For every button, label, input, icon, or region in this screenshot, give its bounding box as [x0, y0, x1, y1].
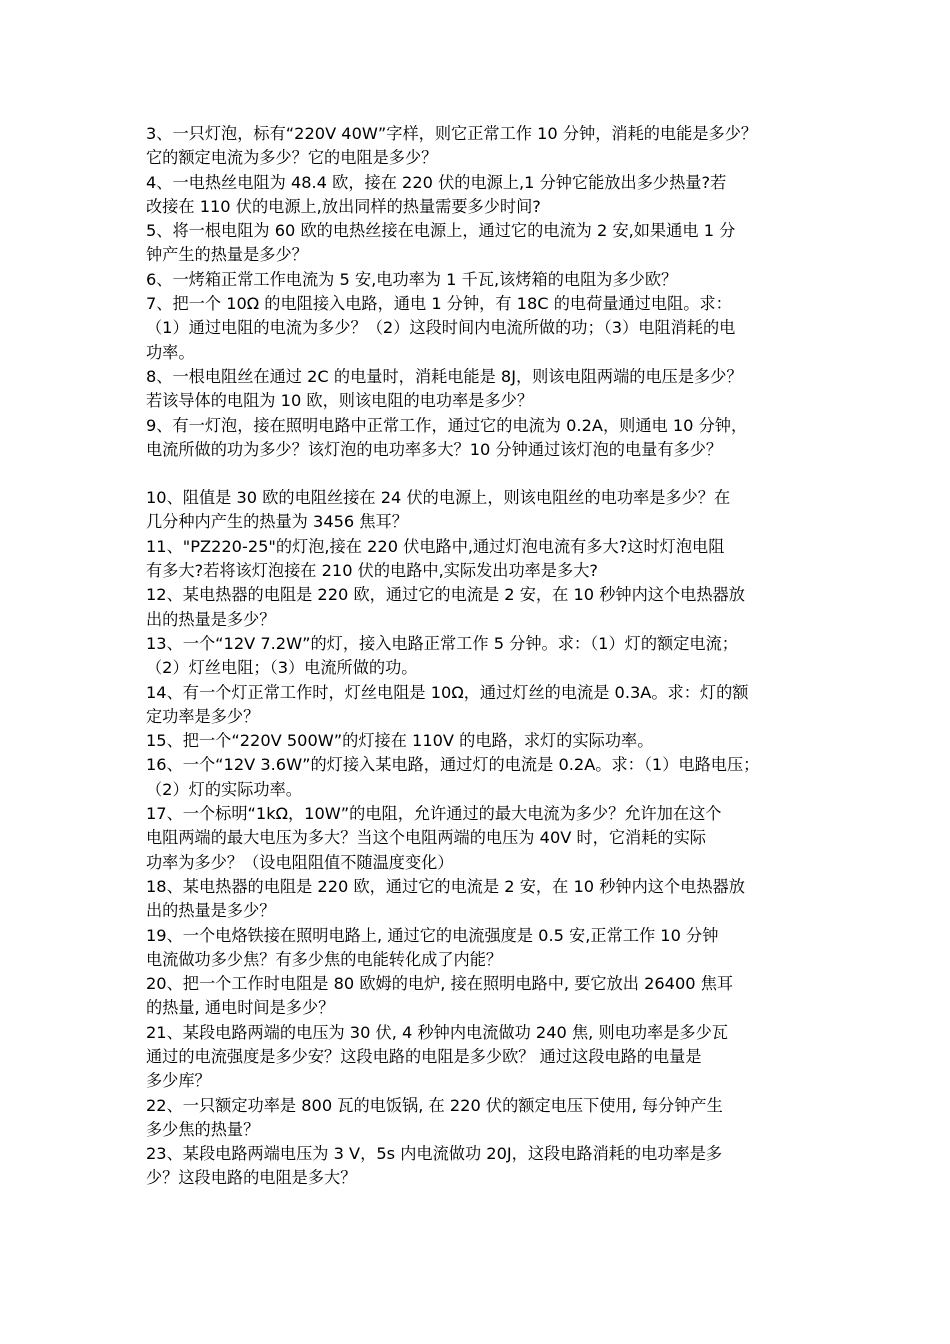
question-text-line: 出的热量是多少？	[146, 609, 276, 629]
question-q16	[146, 753, 836, 802]
question-text-line: 23、某段电路两端电压为 3 V，5s 内电流做功 20J，这段电路消耗的电功率是多	[146, 1144, 723, 1164]
question-text-line: 21、某段电路两端的电压为 30 伏, 4 秒钟内电流做功 240 焦, 则电功率是多少瓦	[146, 1022, 728, 1042]
question-text-line: 20、把一个工作时电阻是 80 欧姆的电炉, 接在照明电路中, 要它放出 26400 焦耳	[146, 974, 734, 994]
question-q15	[146, 729, 836, 753]
question-text-line: （2）灯的实际功率。	[146, 779, 302, 799]
question-q7	[146, 292, 836, 365]
question-q4	[146, 171, 836, 220]
question-text-line: 10、阻值是 30 欧的电阻丝接在 24 伏的电源上，则该电阻丝的电功率是多少？在	[146, 488, 731, 508]
question-q18	[146, 875, 836, 924]
question-text-line: 少？这段电路的电阻是多大？	[146, 1168, 357, 1188]
question-text-line: 8、一根电阻丝在通过 2C 的电量时，消耗电能是 8J，则该电阻两端的电压是多少？	[146, 366, 743, 386]
question-text-line: 17、一个标明“1kΩ，10W”的电阻，允许通过的最大电流为多少？允许加在这个	[146, 804, 722, 824]
question-text-line: 3、一只灯泡，标有“220V 40W”字样，则它正常工作 10 分钟，消耗的电能是多少？	[146, 124, 758, 143]
question-text-line: 若该导体的电阻为 10 欧，则该电阻的电功率是多少？	[146, 391, 534, 411]
question-q5	[146, 219, 836, 268]
question-q21	[146, 1021, 836, 1094]
question-text-line: 几分种内产生的热量为 3456 焦耳？	[146, 512, 408, 532]
question-text-line: （1）通过电阻的电流为多少？（2）这段时间内电流所做的功；（3）电阻消耗的电	[146, 318, 736, 338]
paragraph-gap	[146, 462, 836, 486]
question-text-line: 13、一个“12V 7.2W”的灯，接入电路正常工作 5 分钟。求：（1）灯的额定电流；	[146, 633, 738, 653]
question-text-line: 19、一个电烙铁接在照明电路上, 通过它的电流强度是 0.5 安,正常工作 10 分钟	[146, 925, 719, 945]
question-text-line: 22、一只额定功率是 800 瓦的电饭锅, 在 220 伏的额定电压下使用, 每分钟产生	[146, 1095, 723, 1115]
question-text-line: 定功率是多少？	[146, 706, 260, 726]
question-text-line: 功率为多少？（设电阻阻值不随温度变化）	[146, 852, 454, 872]
question-text-line: 15、把一个“220V 500W”的灯接在 110V 的电路，求灯的实际功率。	[146, 731, 654, 751]
question-text-line: 6、一烤箱正常工作电流为 5 安,电功率为 1 千瓦,该烤箱的电阻为多少欧？	[146, 269, 678, 289]
question-q13	[146, 632, 836, 681]
question-text-line: 12、某电热器的电阻是 220 欧，通过它的电流是 2 安，在 10 秒钟内这个电热器放	[146, 585, 745, 605]
question-q3	[146, 122, 836, 171]
question-text-line: 电流所做的功为多少？该灯泡的电功率多大？10 分钟通过该灯泡的电量有多少？	[146, 439, 723, 459]
question-text-line: 电流做功多少焦？有多少焦的电能转化成了内能？	[146, 949, 503, 969]
question-text-line: 有多大?若将该灯泡接在 210 伏的电路中,实际发出功率是多大?	[146, 561, 599, 581]
question-text-line: 7、把一个 10Ω 的电阻接入电路，通电 1 分钟，有 18C 的电荷量通过电阻。求：	[146, 294, 732, 314]
question-q20	[146, 972, 836, 1021]
question-q10	[146, 486, 836, 535]
question-q12	[146, 583, 836, 632]
question-text-line: 改接在 110 伏的电源上,放出同样的热量需要多少时间?	[146, 196, 541, 216]
question-text-line: 通过的电流强度是多少安？这段电路的电阻是多少欧？ 通过这段电路的电量是	[146, 1046, 702, 1066]
question-text-line: 电阻两端的最大电压为多大？当这个电阻两端的电压为 40V 时，它消耗的实际	[146, 828, 706, 848]
question-q17	[146, 802, 836, 875]
question-q11	[146, 535, 836, 584]
question-text-line: 4、一电热丝电阻为 48.4 欧，接在 220 伏的电源上,1 分钟它能放出多少热量?若	[146, 172, 727, 192]
question-q14	[146, 681, 836, 730]
question-text-line: 5、将一根电阻为 60 欧的电热丝接在电源上，通过它的电流为 2 安,如果通电 1 分	[146, 221, 736, 241]
question-text-line: 出的热量是多少？	[146, 901, 276, 921]
question-text-line: 11、"PZ220-25"的灯泡,接在 220 伏电路中,通过灯泡电流有多大?这时灯泡电阻	[146, 536, 725, 556]
question-q19	[146, 924, 836, 973]
document-page	[146, 122, 836, 1191]
question-text-line: 钟产生的热量是多少？	[146, 245, 308, 265]
question-text-line: 9、有一灯泡，接在照明电路中正常工作，通过它的电流为 0.2A，则通电 10 分钟，	[146, 415, 748, 435]
question-text-line: 它的额定电流为多少？它的电阻是多少？	[146, 148, 438, 168]
question-text-line: 多少库？	[146, 1071, 211, 1091]
question-text-line: 功率。	[146, 342, 195, 362]
question-text-line: （2）灯丝电阻；（3）电流所做的功。	[146, 658, 418, 678]
question-q8	[146, 365, 836, 414]
question-text-line: 16、一个“12V 3.6W”的灯接入某电路，通过灯的电流是 0.2A。求：（1）电路电压；	[146, 755, 760, 775]
question-text-line: 多少焦的热量？	[146, 1119, 260, 1139]
question-text-line: 14、有一个灯正常工作时，灯丝电阻是 10Ω，通过灯丝的电流是 0.3A。求：灯的额	[146, 682, 749, 702]
question-list	[146, 122, 836, 1191]
question-text-line: 18、某电热器的电阻是 220 欧，通过它的电流是 2 安，在 10 秒钟内这个电热器放	[146, 876, 745, 896]
question-q23	[146, 1142, 836, 1191]
question-text-line: 的热量, 通电时间是多少？	[146, 998, 335, 1018]
question-q22	[146, 1094, 836, 1143]
question-q6	[146, 268, 836, 292]
question-q9	[146, 414, 836, 463]
